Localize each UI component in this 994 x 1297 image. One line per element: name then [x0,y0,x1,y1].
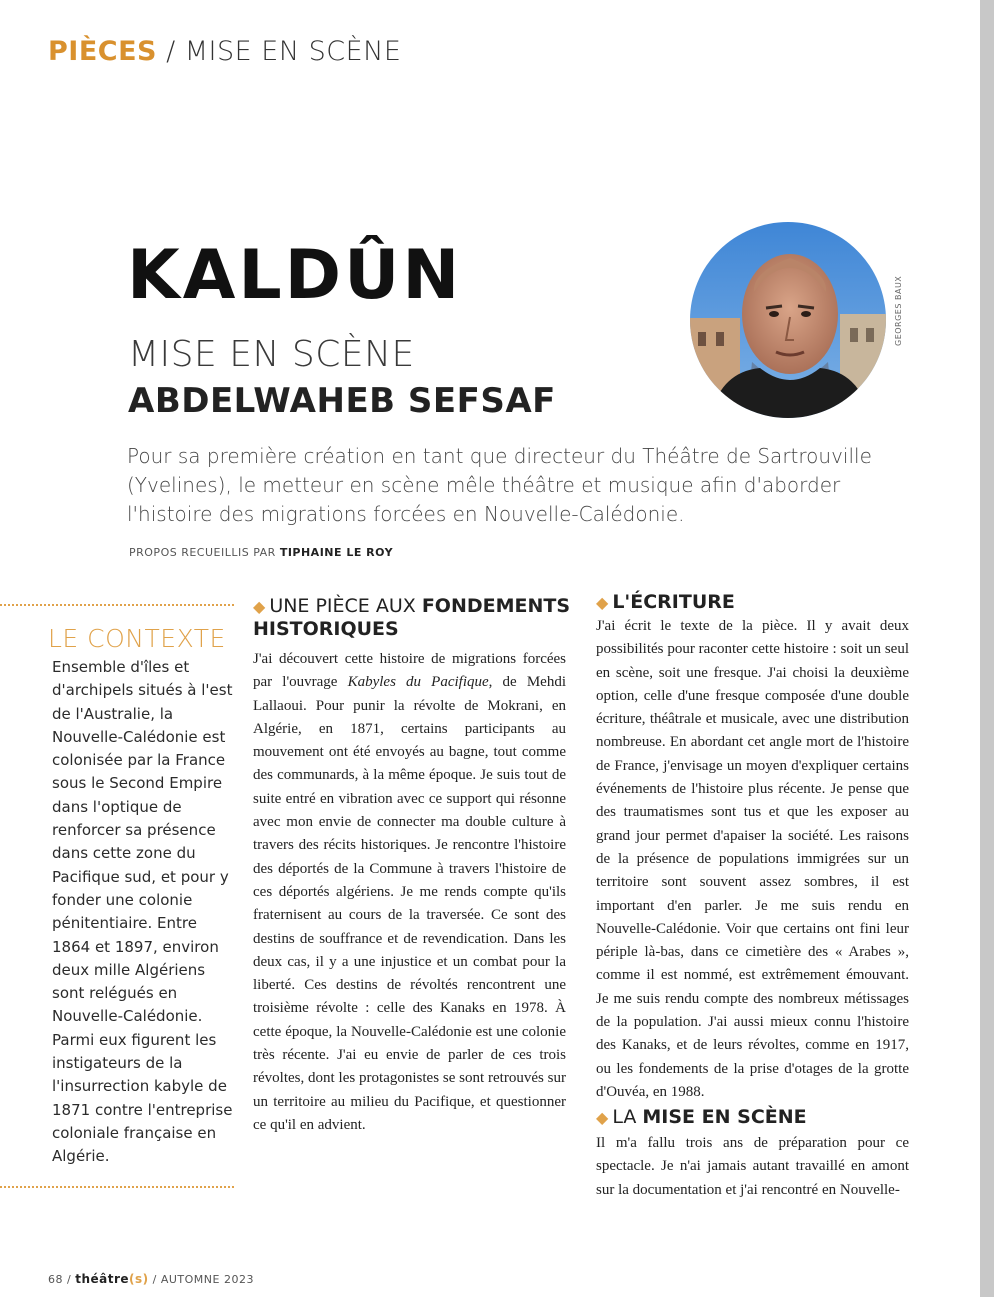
article-lead: Pour sa première création en tant que directeur du Théâtre de Sartrouville (Yvelines), le metteur en scène mêle théâtre et musique afin d'aborder l'histoire des migrations forcées en Nouvelle-Calédonie. [127,444,872,526]
text-part: , de Mehdi Lallaoui. Pour punir la révolte de Mokrani, en Algérie, en 1871, certains participants au mouvement ont été envoyés au bagne, tout comme des communards, à la même époque. Je suis tout de suite entré en vibration avec ce support qui résonne avec mon envie de connecter ma double culture à travers des récits historiques. Je rencontre l'histoire des déportés de la Commune à travers l'histoire de ces déportés algériens. Je me rends compte qu'ils fraternisent au cours de la traversée. Ce sont des destins de souffrance et de revendication. Dans les deux cas, il y a une injustice et un combat pour la liberté. Ces destins de révoltés rencontrent une troisième révolte : celle des Kanaks en 1978. À cette époque, la Nouvelle-Calédonie est une colonie très récente. J'ai eu envie de parler de ces trois révoltes, dont les protagonistes se sont retrouvés sur un territoire au milieu du Pacifique, et questionner ce qu'il en advient. [253,674,566,1133]
article-title: KALDÛN [127,236,463,315]
director-portrait [690,222,886,418]
article-subtitle-line1: MISE EN SCÈNE [128,334,415,375]
magazine-logo [75,1272,148,1286]
section-heading-fondements [253,595,573,641]
text-part: J'ai découvert cette histoire de migrations forcées par l'ouvrage [253,651,566,691]
byline-author: TIPHAINE LE ROY [279,546,394,559]
heading-light: UNE PIÈCE AUX [269,595,416,617]
sidebar-bottom-divider [0,1186,234,1188]
photo-credit: GEORGES BAUX [894,275,903,346]
heading-bold: MISE EN SCÈNE [642,1106,807,1128]
page-edge-shadow [980,0,994,1297]
section-text-ecriture: J'ai écrit le texte de la pièce. Il y avait deux possibilités pour raconter cette histoire : soit un seul en scène, soit une fresque. J'ai choisi la deuxième option, celle d'une fresque composée d'une double écriture, théâtrale et musicale, avec une distribution nombreuse. En abordant cet angle mort de l'histoire de France, j'envisage un moyen d'expliquer certains événements de l'histoire plus récente. Je pense que des traumatismes sont tus et que les exposer au grand jour permet d'apaiser la société. Les raisons de la présence de populations immigrées sur un territoire sont souvent assez sombres, il est important d'en parler. Je me suis rendu en Nouvelle-Calédonie. Voir que certains ont fini leur périple là-bas, dans ce cimetière des « Arabes », comme il est nommé, est extrêmement émouvant. Je me suis rendu compte des nombreux métissages de la population. J'ai aussi mieux connu l'histoire des Kanaks, et de leurs révoltes, comme en 1917, ou les fondements de la prise d'otages de la grotte d'Ouvéa, en 1988. [596,618,909,1100]
logo-paren: (s) [129,1272,149,1286]
footer-separator: / [148,1273,161,1286]
diamond-bullet-icon: ◆ [596,1108,609,1127]
rubric-subsection: MISE EN SCÈNE [184,36,402,67]
byline-prefix: PROPOS RECUEILLIS PAR [129,546,276,559]
heading-bold: FONDEMENTS HISTORIQUES [253,595,571,640]
section-text-mise-en-scene: Il m'a fallu trois ans de préparation pour ce spectacle. Je n'ai jamais autant travaillé en amont sur la documentation et j'ai rencontré en Nouvelle- [596,1135,909,1198]
issue-date: AUTOMNE 2023 [160,1273,254,1286]
page-footer [48,1272,254,1286]
byline [129,546,393,559]
page-number: 68 [48,1273,63,1286]
rubric-separator: / [156,36,185,67]
portrait-illustration [690,222,886,418]
section-heading-ecriture [596,591,735,614]
sidebar-text: Ensemble d'îles et d'archipels situés à l'est de l'Australie, la Nouvelle-Calédonie est colonisée par la France sous le Second Empire dans l'optique de renforcer sa présence dans cette zone du Pacifique sud, et pour y fonder une colonie pénitentiaire. Entre 1864 et 1897, environ deux mille Algériens sont relégués en Nouvelle-Calédonie. Parmi eux figurent les instigateurs de la l'insurrection kabyle de 1871 contre l'entreprise coloniale française en Algérie. [52,658,233,1166]
article-subtitle-director: ABDELWAHEB SEFSAF [128,381,556,421]
sidebar-top-divider [0,604,234,606]
diamond-bullet-icon: ◆ [253,597,266,616]
section-rubric [48,36,401,67]
logo-main: théâtre [75,1272,130,1286]
section-heading-mise-en-scene [596,1106,807,1129]
section-text-fondements [253,648,566,1137]
sidebar-heading: LE CONTEXTE [48,624,226,653]
book-title: Kabyles du Pacifique [347,674,489,691]
diamond-bullet-icon: ◆ [596,593,609,612]
rubric-section: PIÈCES [48,36,157,67]
heading-bold: L'ÉCRITURE [612,591,735,613]
heading-light: LA [612,1106,637,1128]
footer-separator: / [63,1273,76,1286]
